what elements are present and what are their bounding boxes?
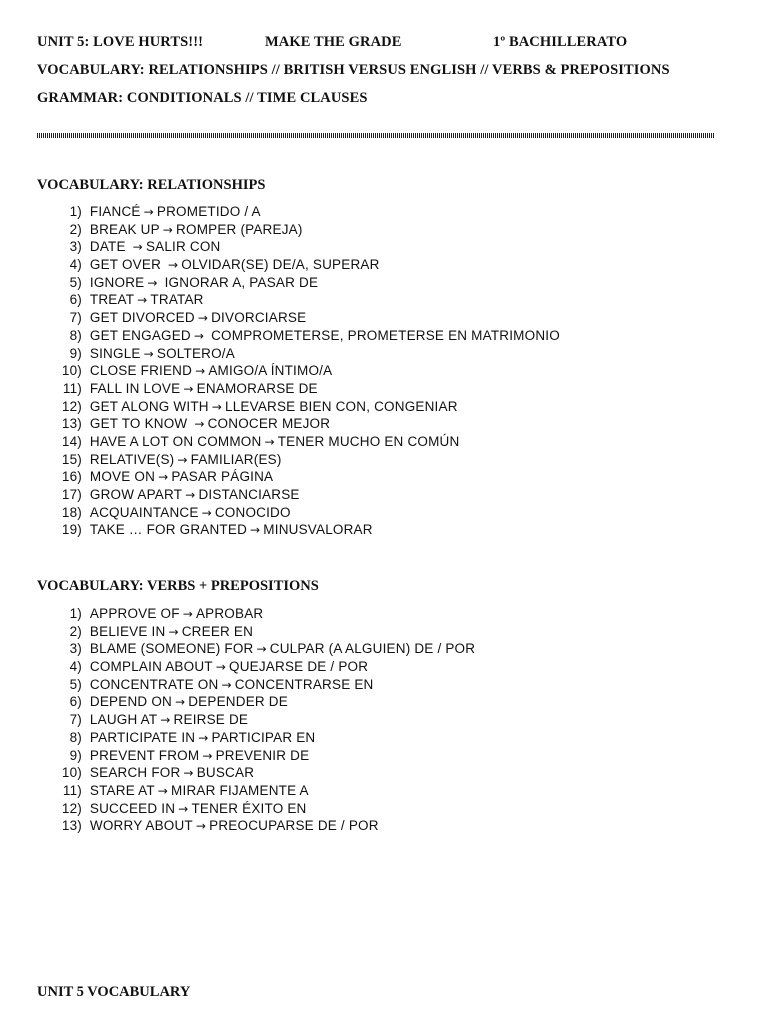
spanish-translation: SALIR CON [145,239,221,255]
english-term: FIANCÉ [89,204,141,219]
item-number: 5) [69,274,82,290]
arrow-right-icon: → [178,801,189,816]
item-number: 16) [61,469,82,485]
english-term: GET TO KNOW [89,416,192,432]
arrow-right-icon: → [174,695,186,710]
arrow-right-icon: → [194,417,205,432]
item-number: 15) [61,451,82,467]
item-number: 17) [61,487,82,502]
spanish-translation: PREVENIR DE [215,747,310,763]
list-item [58,415,560,433]
arrow-right-icon: → [137,293,148,308]
list-item [58,451,560,469]
item-number: 14) [61,433,82,449]
item-number: 11) [62,380,82,396]
list-item [58,309,560,327]
english-term: HAVE A LOT ON COMMON [89,433,262,449]
list-item [58,274,560,292]
english-term: GET DIVORCED [89,310,195,326]
spanish-translation: BUSCAR [196,765,255,781]
spanish-translation: TENER MUCHO EN COMÚN [277,433,460,449]
spanish-translation: IGNORAR A, PASAR DE [160,274,319,290]
spanish-translation: OLVIDAR(SE) DE/A, SUPERAR [181,257,380,273]
item-number: 18) [61,504,82,520]
english-term: MOVE ON [89,469,156,485]
item-number: 12) [61,800,82,816]
english-term: COMPLAIN ABOUT [89,659,213,675]
list-item [58,362,560,380]
english-term: WORRY ABOUT [89,818,193,834]
arrow-right-icon: → [160,713,171,728]
spanish-translation: CONOCER MEJOR [207,416,331,432]
item-number: 1) [69,204,82,219]
english-term: APPROVE OF [89,606,180,621]
spanish-translation: CONOCIDO [214,504,291,520]
list-item [58,327,560,345]
english-term: GET ENGAGED [89,327,191,343]
list-item [58,203,560,221]
list-item [58,468,560,486]
list-item [58,764,475,782]
arrow-right-icon: → [143,346,154,361]
list-item [58,658,475,676]
list-item [58,380,560,398]
list-item [58,238,560,256]
english-term: BELIEVE IN [89,623,166,639]
list-item [58,782,475,800]
arrow-right-icon: → [198,730,209,745]
item-number: 3) [69,239,82,255]
english-term: GET ALONG WITH [89,398,209,414]
section-title-verbs-prepositions: VOCABULARY: VERBS + PREPOSITIONS [37,578,319,594]
english-term: IGNORE [89,274,145,290]
english-term: SEARCH FOR [89,765,181,781]
english-term: DEPEND ON [89,694,172,710]
spanish-translation: TRATAR [150,292,204,308]
spanish-translation: PARTICIPAR EN [211,729,316,745]
spanish-translation: PREOCUPARSE DE / POR [209,818,379,834]
english-term: TREAT [89,292,135,308]
arrow-right-icon: → [162,222,174,237]
list-item [58,693,475,711]
item-number: 2) [69,623,82,639]
list-item [58,433,560,451]
english-term: PARTICIPATE IN [89,729,196,745]
list-item [58,747,475,765]
spanish-translation: QUEJARSE DE / POR [229,659,369,675]
list-item [58,521,560,539]
english-term: SINGLE [89,345,141,361]
english-term: TAKE … FOR GRANTED [89,522,248,538]
item-number: 5) [69,676,82,692]
arrow-right-icon: → [168,624,179,639]
course-level: 1º BACHILLERATO [493,34,628,50]
arrow-right-icon: → [132,240,143,255]
english-term: LAUGH AT [89,712,158,728]
item-number: 2) [69,221,82,237]
item-number: 1) [69,606,82,621]
arrow-right-icon: → [264,434,275,449]
spanish-translation: CREER EN [181,623,254,639]
spanish-translation: REIRSE DE [173,712,249,728]
english-term: SUCCEED IN [89,800,176,816]
spanish-translation: PROMETIDO / A [156,204,261,219]
arrow-right-icon: → [183,381,194,396]
relationships-list [58,203,560,539]
item-number: 6) [69,292,82,308]
item-number: 9) [69,747,82,763]
arrow-right-icon: → [157,783,169,798]
section-title-unit5-vocabulary: UNIT 5 VOCABULARY [37,984,191,1000]
english-term: CLOSE FRIEND [89,363,193,379]
item-number: 4) [69,257,82,273]
book-title: MAKE THE GRADE [265,34,402,50]
spanish-translation: FAMILIAR(ES) [190,451,282,467]
item-number: 3) [69,641,82,657]
arrow-right-icon: → [185,488,196,502]
arrow-right-icon: → [197,311,209,326]
item-number: 19) [61,522,82,538]
list-item [58,817,475,835]
english-term: GROW APART [89,487,183,502]
arrow-right-icon: → [211,399,222,414]
list-item [58,676,475,694]
unit-title: UNIT 5: LOVE HURTS!!! [37,34,204,50]
item-number: 13) [61,416,82,432]
arrow-right-icon: → [147,275,158,290]
spanish-translation: APROBAR [195,606,264,621]
english-term: RELATIVE(S) [89,451,175,467]
arrow-right-icon: → [167,258,179,273]
list-item [58,729,475,747]
item-number: 12) [61,398,82,414]
english-term: PREVENT FROM [89,747,200,763]
item-number: 8) [69,729,82,745]
item-number: 6) [69,694,82,710]
spanish-translation: TENER ÉXITO EN [191,800,307,816]
spanish-translation: DEPENDER DE [188,694,288,710]
arrow-right-icon: → [177,452,188,467]
list-item [58,221,560,239]
spanish-translation: AMIGO/A ÍNTIMO/A [208,363,333,379]
spanish-translation: PASAR PÁGINA [171,469,274,485]
arrow-right-icon: → [202,748,213,763]
list-item [58,398,560,416]
list-item [58,504,560,522]
arrow-right-icon: → [201,505,212,520]
spanish-translation: SOLTERO/A [156,345,235,361]
spanish-translation: ENAMORARSE DE [196,380,318,396]
english-term: CONCENTRATE ON [89,676,219,692]
english-term: BLAME (SOMEONE) FOR [89,641,254,657]
arrow-right-icon: → [195,819,207,834]
spanish-translation: MINUSVALORAR [263,522,373,538]
dotted-divider [37,133,714,138]
spanish-translation: ROMPER (PAREJA) [176,221,303,237]
spanish-translation: COMPROMETERSE, PROMETERSE EN MATRIMONIO [207,327,560,343]
arrow-right-icon: → [221,677,232,692]
arrow-right-icon: → [250,523,261,538]
item-number: 7) [69,712,82,728]
list-item [58,291,560,309]
item-number: 7) [69,310,82,326]
header-row [37,34,727,54]
arrow-right-icon: → [215,660,226,675]
english-term: ACQUAINTANCE [89,504,199,520]
item-number: 10) [61,765,82,781]
english-term: STARE AT [89,782,155,798]
english-term: FALL IN LOVE [89,380,181,396]
arrow-right-icon: → [143,205,154,219]
list-item [58,640,475,658]
list-item [58,486,560,504]
arrow-right-icon: → [195,364,206,379]
item-number: 10) [61,363,82,379]
spanish-translation: MIRAR FIJAMENTE A [171,782,309,798]
arrow-right-icon: → [182,607,193,621]
spanish-translation: CONCENTRARSE EN [234,676,374,692]
vocabulary-topics: VOCABULARY: RELATIONSHIPS // BRITISH VERSUS ENGLISH // VERBS & PREPOSITIONS [37,62,670,78]
verbs-prepositions-list [58,605,475,835]
spanish-translation: DIVORCIARSE [211,310,307,326]
arrow-right-icon: → [183,766,194,781]
item-number: 13) [61,818,82,834]
arrow-right-icon: → [256,642,267,657]
list-item [58,256,560,274]
item-number: 9) [69,345,82,361]
arrow-right-icon: → [158,470,169,485]
grammar-topics: GRAMMAR: CONDITIONALS // TIME CLAUSES [37,90,368,106]
section-title-relationships: VOCABULARY: RELATIONSHIPS [37,177,266,193]
spanish-translation: CULPAR (A ALGUIEN) DE / POR [269,641,476,657]
list-item [58,711,475,729]
spanish-translation: DISTANCIARSE [198,487,300,502]
spanish-translation: LLEVARSE BIEN CON, CONGENIAR [225,398,458,414]
list-item [58,345,560,363]
list-item [58,623,475,641]
english-term: DATE [89,239,130,255]
item-number: 11) [62,782,82,798]
english-term: GET OVER [89,257,165,273]
arrow-right-icon: → [193,328,205,343]
list-item [58,800,475,818]
english-term: BREAK UP [89,221,160,237]
item-number: 8) [69,327,82,343]
list-item [58,605,475,623]
item-number: 4) [69,659,82,675]
